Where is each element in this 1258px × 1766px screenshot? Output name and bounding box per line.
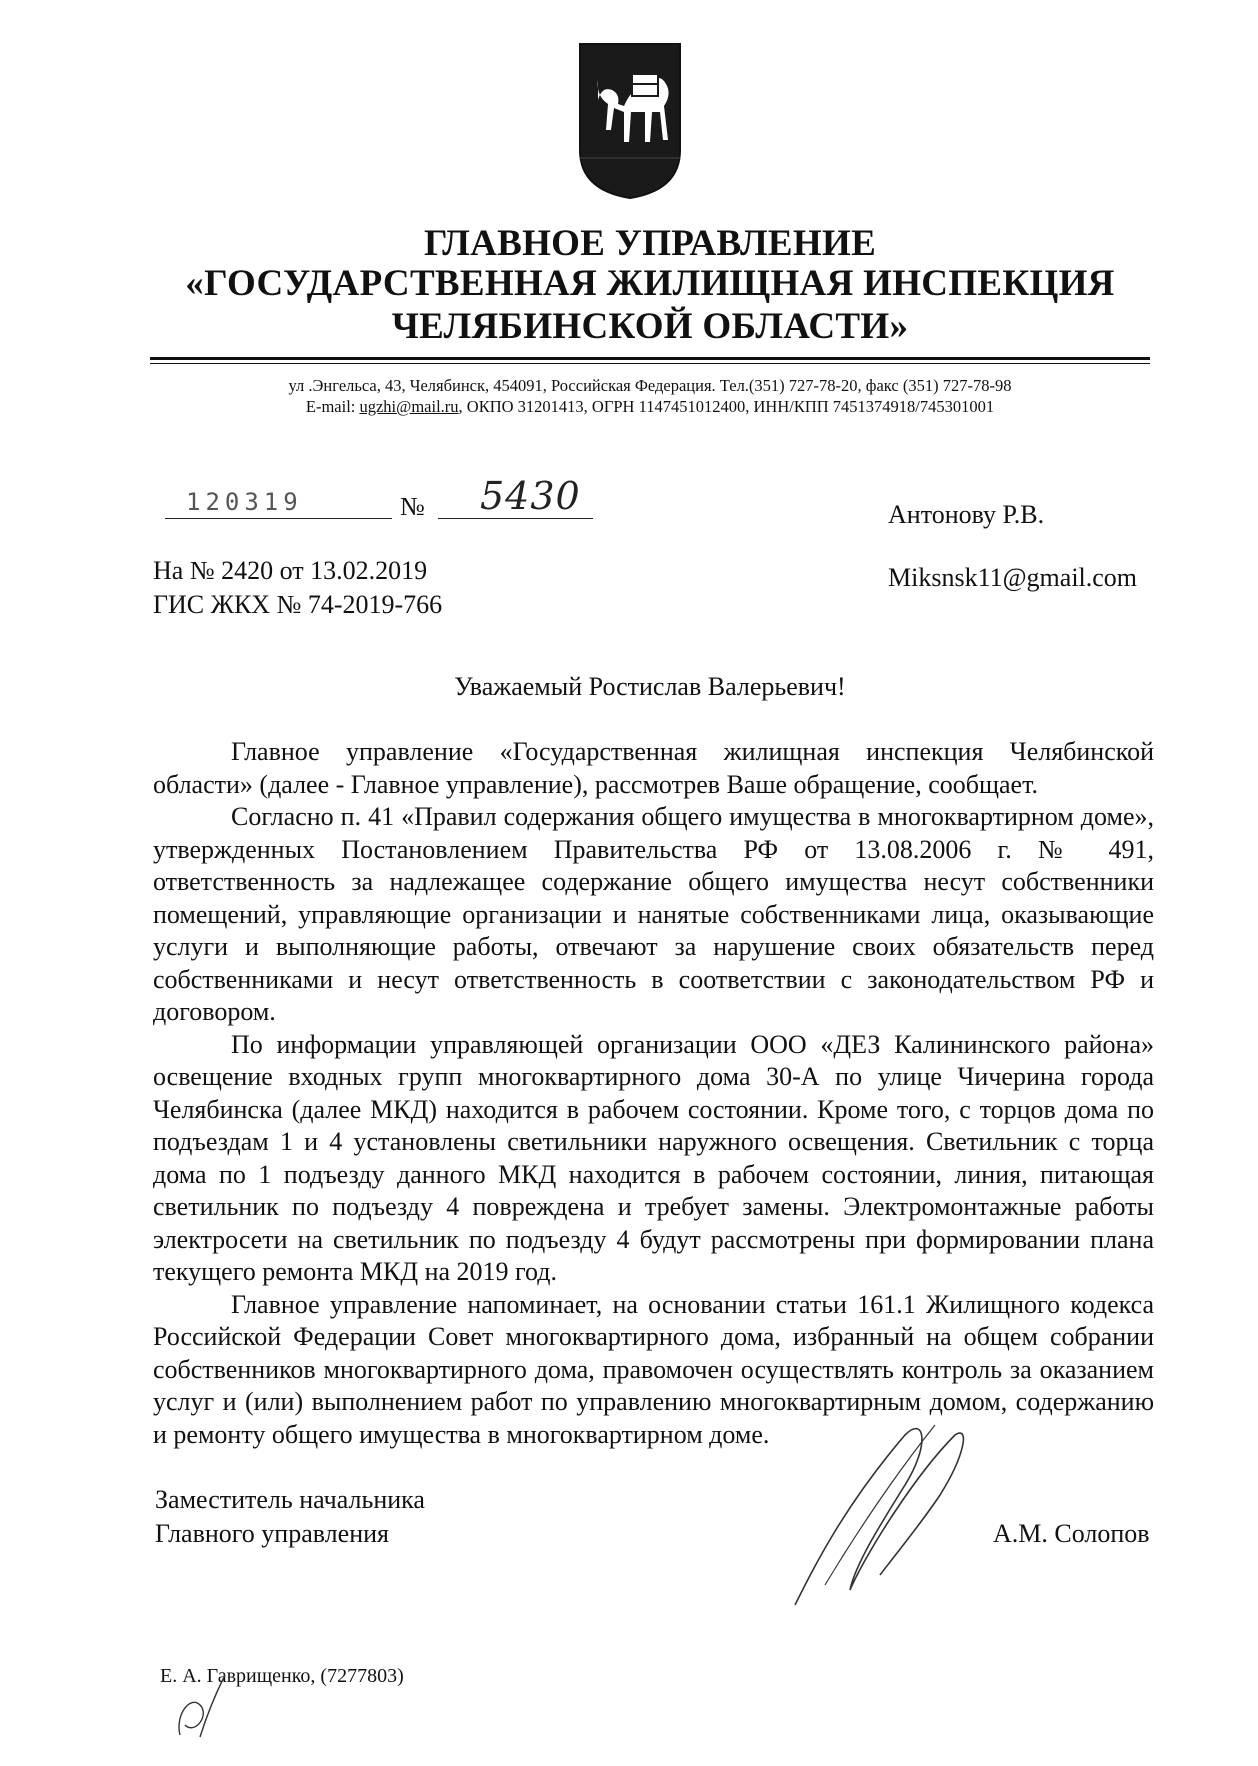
org-name-line-2: «ГОСУДАРСТВЕННАЯ ЖИЛИЩНАЯ ИНСПЕКЦИЯ — [185, 263, 1115, 304]
executor-initials-mark — [170, 1665, 230, 1745]
reference-incoming: На № 2420 от 13.02.2019 — [153, 556, 428, 585]
body-paragraph: По информации управляющей организации ООО «ДЕЗ Калининского района» освещение входных групп многоквартирного дома 30-А по улице Чичерина города Челябинска (далее МКД) находится в рабочем состоянии. Кроме того, с торцов дома по подъездам 1 и 4 установлены светильники наружного освещения. Светильник с торца дома по 1 подъезду данного МКД находится в рабочем состоянии, линия, питающая светильник по подъезду 4 повреждена и требует замены. Электромонтажные работы электросети на светильник по подъезду 4 будут рассмотрены при формировании плана текущего ремонта МКД на 2019 год. — [153, 1029, 1154, 1286]
signatory-title-line-1: Заместитель начальника — [155, 1485, 425, 1514]
date-underline — [165, 518, 392, 519]
recipient-email: Miksnsk11@gmail.com — [888, 563, 1138, 592]
reference-gis-zhkh: ГИС ЖКХ № 74-2019-766 — [153, 590, 443, 619]
signatory-name: А.М. Солопов — [993, 1519, 1150, 1548]
org-email-link[interactable]: ugzhi@mail.ru — [359, 397, 459, 416]
registration-codes: , ОКПО 31201413, ОГРН 1147451012400, ИНН/КПП 7451374918/745301001 — [458, 397, 995, 416]
address-line: ул .Энгельса, 43, Челябинск, 454091, Российская Федерация. Тел.(351) 727-78-20, факс (351) 727-78-98 — [288, 376, 1012, 395]
org-name-line-1: ГЛАВНОЕ УПРАВЛЕНИЕ — [423, 223, 877, 264]
contacts-line — [150, 396, 1150, 417]
signatory-title-line-2: Главного управления — [155, 1519, 389, 1548]
outgoing-number: 5430 — [480, 474, 581, 518]
salutation: Уважаемый Ростислав Валерьевич! — [454, 672, 846, 701]
recipient-name: Антонову Р.В. — [888, 500, 1045, 529]
number-sign: № — [400, 492, 425, 521]
number-underline — [438, 518, 593, 519]
handwritten-signature — [755, 1415, 985, 1615]
org-name-line-3: ЧЕЛЯБИНСКОЙ ОБЛАСТИ» — [391, 306, 909, 347]
registration-date-stamp: 120319 — [186, 488, 303, 516]
header-divider-thick — [150, 357, 1150, 360]
header-divider-thin — [150, 363, 1150, 364]
email-label: E-mail: — [305, 397, 360, 416]
body-paragraph: Главное управление напоминает, на основании статьи 161.1 Жилищного кодекса Российской Федерации Совет многоквартирного дома, избранный на общем собрании собственников многоквартирного дома, правомочен осуществлять контроль за оказанием услуг и (или) выполнением работ по управлению многоквартирным домом, содержанию и ремонту общего имущества в многоквартирном доме. — [153, 1289, 1154, 1449]
letter-body — [153, 736, 1154, 1451]
body-paragraph: Согласно п. 41 «Правил содержания общего имущества в многоквартирном доме», утвержденных Постановлением Правительства РФ от 13.08.2006 г. № 491, ответственность за надлежащее содержание общего имущества несут собственники помещений, управляющие организации и нанятые собственниками лица, оказывающие услуги и выполняющие работы, отвечают за нарушение своих обязательств перед собственниками и несут ответственность в соответствии с законодательством РФ и договором. — [153, 802, 1154, 1026]
executor-contact: Е. А. Гаврищенко, (7277803) — [160, 1665, 404, 1687]
coat-of-arms-icon — [576, 40, 684, 202]
body-paragraph: Главное управление «Государственная жилищная инспекция Челябинской области» (далее - Главное управление), рассмотрев Ваше обращение, сообщает. — [153, 737, 1154, 799]
